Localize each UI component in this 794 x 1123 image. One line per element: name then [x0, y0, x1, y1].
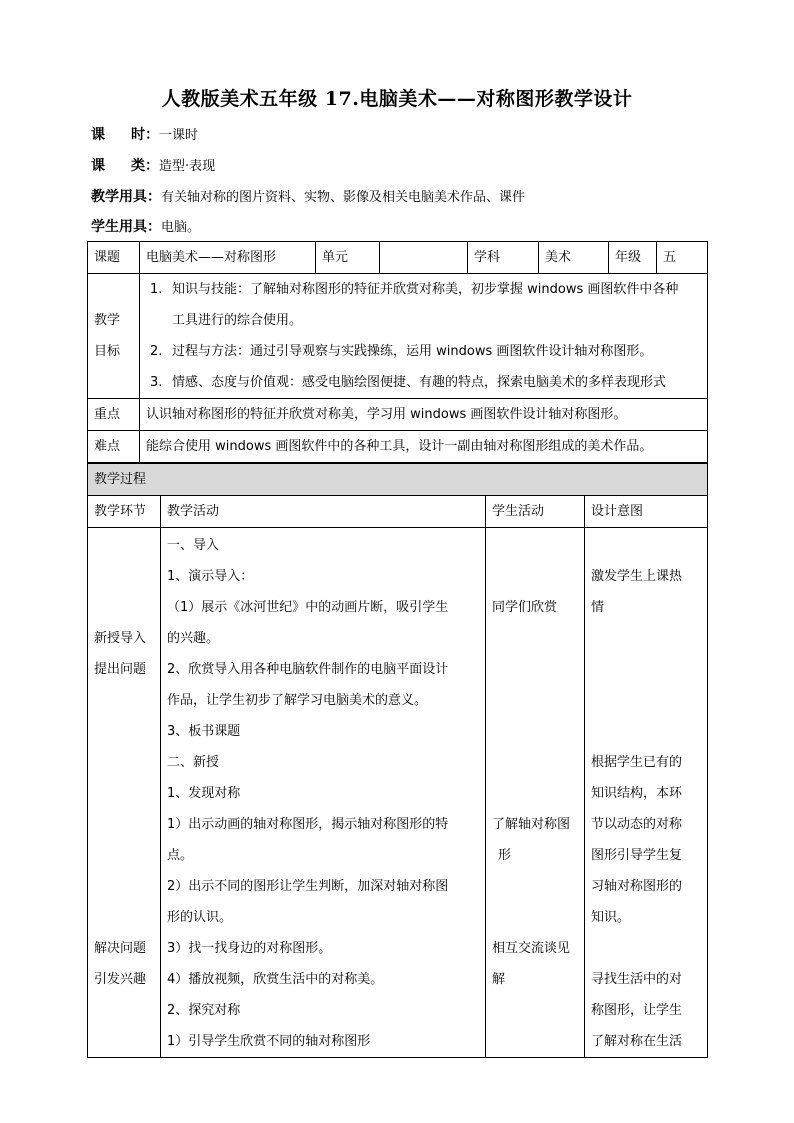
- objective-item: [146, 367, 701, 398]
- info-table: [87, 241, 708, 463]
- objectives-label-2: 目标: [94, 344, 121, 359]
- teacher-tools-label: 教学用具：: [91, 189, 161, 205]
- grade-value: 五: [657, 242, 708, 274]
- intent-3-line: 称图形，让学生: [591, 1003, 683, 1018]
- objectives-label: [88, 274, 140, 399]
- topic-label: 课题: [88, 242, 140, 274]
- objectives-label-1: 教学: [94, 313, 121, 328]
- objective-number: 1.: [150, 282, 163, 297]
- intent-2-line: 图形引导学生复: [591, 848, 683, 863]
- activity-line: 2、探究对称: [167, 1003, 241, 1018]
- process-table: [87, 463, 708, 1058]
- objective-text: 情感、态度与价值观：感受电脑绘图便捷、有趣的特点，探索电脑美术的多样表现形式: [172, 375, 667, 390]
- meta-student-tools: [91, 216, 200, 236]
- activity-line: 一、导入: [167, 538, 220, 553]
- activity-line: 1、演示导入：: [167, 569, 254, 584]
- intent-2-line: 知识结构，本环: [591, 786, 683, 801]
- difficulty-value: 能综合使用 windows 画图软件中的各种工具，设计一副由轴对称图形组成的美术作品。: [140, 431, 708, 463]
- intent-2-line: 习轴对称图形的: [591, 879, 683, 894]
- activity-line: 3）找一找身边的对称图形。: [167, 941, 332, 956]
- student-activity-3: 相互交流谈见: [492, 941, 571, 956]
- type-value: 造型·表现: [159, 159, 216, 174]
- subject-value: 美术: [539, 242, 609, 274]
- intent-2-line: 知识。: [591, 910, 631, 925]
- unit-label: 单元: [316, 242, 380, 274]
- stage-1-line-1: 新授导入: [94, 631, 147, 646]
- header-student: 学生活动: [486, 496, 585, 528]
- objective-number: 2.: [150, 344, 163, 359]
- teacher-tools-value: 有关轴对称的图片资料、实物、影像及相关电脑美术作品、课件: [161, 190, 526, 205]
- stage-2-line-1: 解决问题: [94, 941, 147, 956]
- activity-line: 形的认识。: [167, 910, 233, 925]
- meta-type: [91, 155, 215, 175]
- stage-2-line-2: 引发兴趣: [94, 972, 147, 987]
- process-section-title: 教学过程: [88, 464, 708, 496]
- activity-line: 1）引导学生欣赏不同的轴对称图形: [167, 1034, 371, 1049]
- student-activity-1: 同学们欣赏: [492, 600, 558, 615]
- activity-column: [161, 528, 486, 1058]
- activity-line: 4）播放视频，欣赏生活中的对称美。: [167, 972, 384, 987]
- student-activity-3-cont: 解: [492, 972, 506, 987]
- objective-text-cont: 工具进行的综合使用。: [172, 313, 303, 328]
- objective-text: 过程与方法：通过引导观察与实践操练，运用 windows 画图软件设计轴对称图形。: [172, 344, 653, 359]
- objective-number: 3.: [150, 375, 163, 390]
- activity-line: （1）展示《冰河世纪》中的动画片断，吸引学生: [167, 600, 449, 615]
- unit-value: [380, 242, 468, 274]
- intent-column: [585, 528, 708, 1058]
- type-label: 课: [91, 158, 105, 174]
- type-label-2: 类：: [131, 158, 159, 174]
- meta-period: [91, 124, 198, 144]
- intent-1: 激发学生上课热: [591, 569, 683, 584]
- activity-line: 1）出示动画的轴对称图形，揭示轴对称图形的特: [167, 817, 449, 832]
- key-value: 认识轴对称图形的特征并欣赏对称美，学习用 windows 画图软件设计轴对称图形。: [140, 399, 708, 431]
- topic-value: 电脑美术——对称图形: [140, 242, 316, 274]
- student-column: [486, 528, 585, 1058]
- activity-line: 2）出示不同的图形让学生判断，加深对轴对称图: [167, 879, 449, 894]
- header-activity: 教学活动: [161, 496, 486, 528]
- intent-3-line: 了解对称在生活: [591, 1034, 683, 1049]
- stage-1-line-2: 提出问题: [94, 662, 147, 677]
- key-label: 重点: [88, 399, 140, 431]
- stage-column: [88, 528, 161, 1058]
- objective-item: [146, 336, 701, 367]
- document-title: 人教版美术五年级 17.电脑美术——对称图形教学设计: [161, 88, 633, 110]
- student-tools-label: 学生用具：: [91, 219, 161, 235]
- meta-teacher-tools: [91, 186, 525, 206]
- activity-line: 3、板书课题: [167, 724, 241, 739]
- header-intent: 设计意图: [585, 496, 708, 528]
- student-tools-value: 电脑。: [161, 220, 201, 235]
- period-label: 课: [91, 127, 105, 143]
- subject-label: 学科: [468, 242, 539, 274]
- activity-line: 的兴趣。: [167, 631, 220, 646]
- header-stage: 教学环节: [88, 496, 161, 528]
- objectives-list: [140, 274, 708, 399]
- objective-item: [146, 274, 701, 336]
- activity-line: 点。: [167, 848, 194, 863]
- objective-text: 知识与技能：了解轴对称图形的特征并欣赏对称美，初步掌握 windows 画图软件中各种: [172, 282, 679, 297]
- intent-3-line: 寻找生活中的对: [591, 972, 683, 987]
- period-label-2: 时：: [131, 127, 159, 143]
- activity-line: 作品，让学生初步了解学习电脑美术的意义。: [167, 693, 428, 708]
- intent-1-cont: 情: [591, 600, 605, 615]
- difficulty-label: 难点: [88, 431, 140, 463]
- intent-2-line: 根据学生已有的: [591, 755, 683, 770]
- student-activity-2: 了解轴对称图: [492, 817, 571, 832]
- grade-label: 年级: [609, 242, 657, 274]
- activity-line: 二、新授: [167, 755, 220, 770]
- student-activity-2-cont: 形: [498, 848, 512, 863]
- activity-line: 2、欣赏导入用各种电脑软件制作的电脑平面设计: [167, 662, 449, 677]
- activity-line: 1、发现对称: [167, 786, 241, 801]
- intent-2-line: 节以动态的对称: [591, 817, 683, 832]
- period-value: 一课时: [159, 128, 199, 143]
